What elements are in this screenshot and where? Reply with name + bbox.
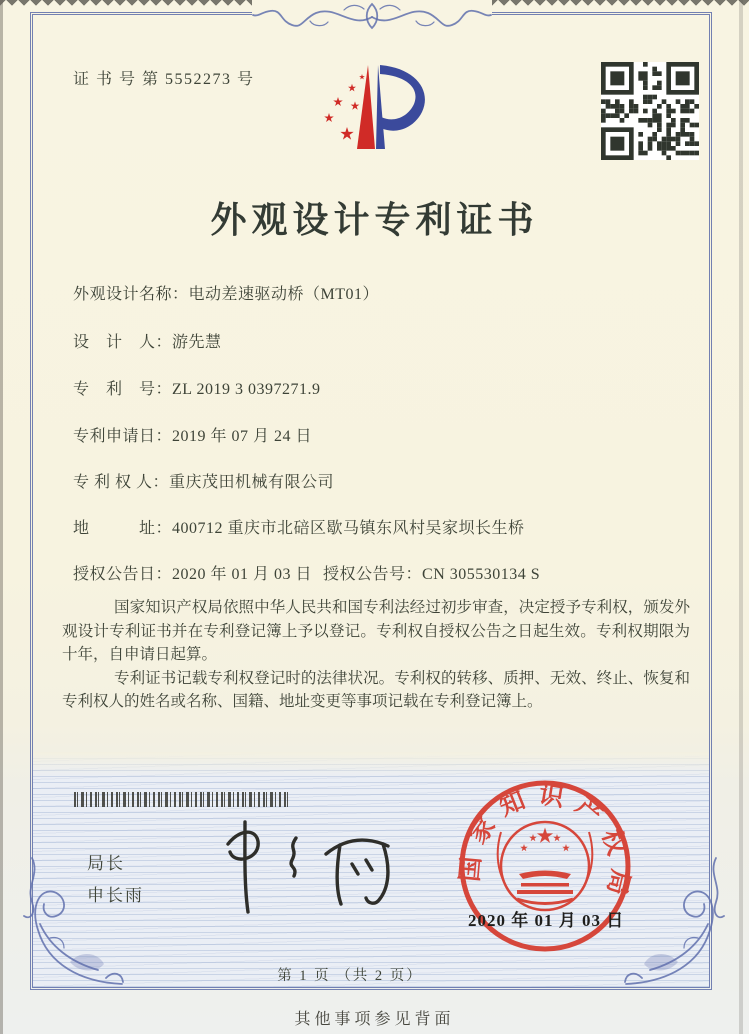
field-label: 授权公告号： [323,566,423,583]
barcode [74,792,288,807]
field-label: 专 利 权 人： [73,474,170,491]
field-address [73,515,525,538]
field-grant-number [323,561,540,584]
top-flourish-ornament-icon [252,0,492,32]
svg-text:国家知识产权局 [456,781,635,909]
field-grant-date [73,561,541,584]
field-label: 外观设计名称： [73,286,189,303]
national-emblem-icon [498,822,593,910]
legal-paragraph-grant: 国家知识产权局依照中华人民共和国专利法经过初步审查，决定授予专利权，颁发外观设计专利证书并在专利登记簿上予以登记。专利权自授权公告之日起生效。专利权期限为十年，自申请日起算。 [62,599,690,664]
field-value: 400712 重庆市北碚区歇马镇东风村吴家坝长生桥 [172,520,525,537]
field-designer [73,329,222,352]
field-value: 电动差速驱动桥（MT01） [188,286,380,303]
field-value: 重庆茂田机械有限公司 [169,474,335,491]
seal-date: 2020 年 01 月 03 日 [468,911,625,930]
footer-note: 其他事项参见背面 [294,1011,455,1028]
field-label: 专利申请日： [73,428,173,445]
cnipa-logo-icon [318,55,448,159]
legal-text [62,596,690,714]
field-design-name [73,281,379,304]
director-name: 申长雨 [87,886,144,905]
field-label: 地 址： [73,520,173,537]
field-label: 授权公告日： [73,566,173,583]
legal-paragraph-register: 专利证书记载专利权登记时的法律状况。专利权的转移、质押、无效、终止、恢复和专利权人的姓名或名称、国籍、地址变更等事项记载在专利登记簿上。 [62,669,690,711]
field-label: 设 计 人： [73,334,173,351]
scan-edge-right [743,0,749,1034]
certificate-title: 外观设计专利证书 [210,200,539,240]
certificate-number: 证 书 号 第 5552273 号 [73,71,255,88]
field-value: ZL 2019 3 0397271.9 [172,381,321,398]
field-patentee [73,469,334,492]
field-value: CN 305530134 S [422,566,541,583]
director-title: 局长 [87,854,125,873]
qr-code [601,62,699,160]
scan-edge-left [0,0,3,1034]
field-filing-date [73,423,312,446]
field-value: 2020 年 01 月 03 日 [172,566,313,583]
field-value: 2019 年 07 月 24 日 [172,428,313,445]
page-number: 第 1 页 （共 2 页） [277,968,423,984]
field-patent-number [73,376,320,399]
seal-arc-text: 国家知识产权局 [456,781,634,909]
director-signature-icon [200,812,410,917]
field-label: 专 利 号： [73,381,173,398]
scan-edge-right-shadow [739,0,743,1034]
field-value: 游先慧 [172,334,222,351]
